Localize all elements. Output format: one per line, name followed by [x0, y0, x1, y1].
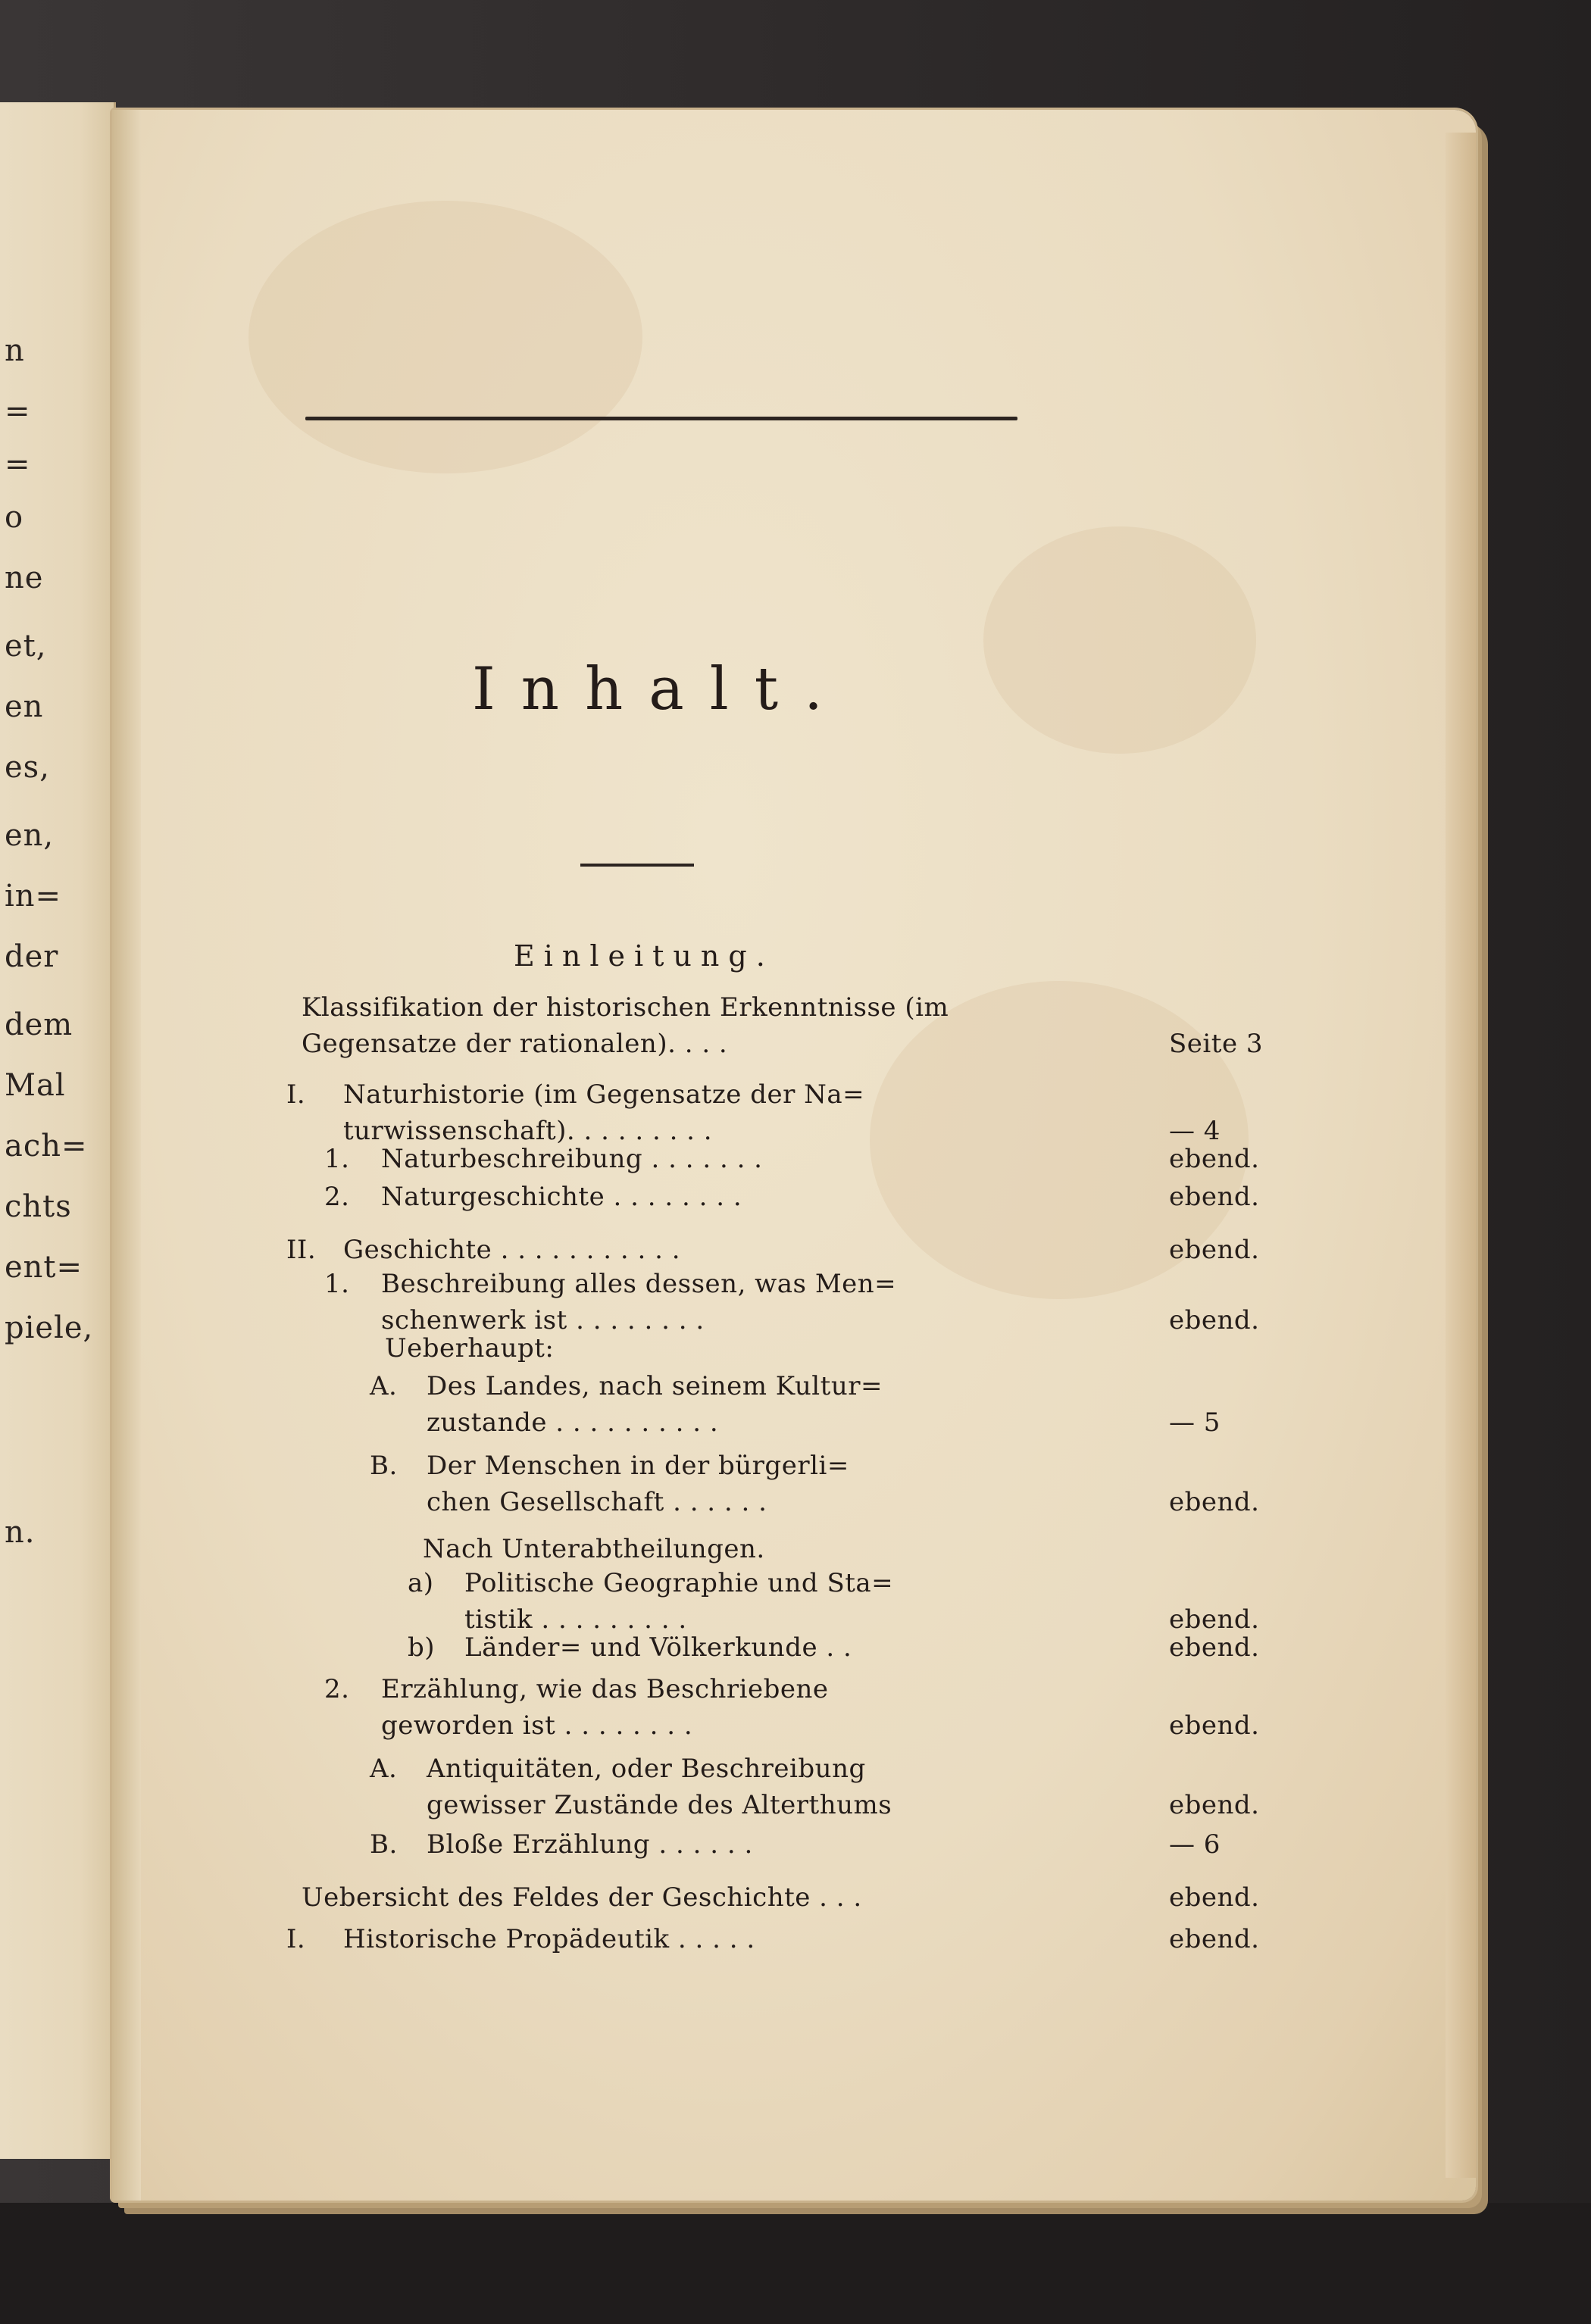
toc-page-reference: ebend. [1169, 1182, 1260, 1212]
toc-entry-text: Naturbeschreibung . . . . . . . [381, 1144, 763, 1174]
page-title: Inhalt. [472, 655, 849, 723]
left-page-text-fragment: en, [5, 818, 55, 853]
left-page-text-fragment: en [5, 689, 44, 724]
toc-entry-label: II. [286, 1235, 317, 1265]
toc-page-reference: Seite 3 [1169, 1029, 1264, 1059]
toc-entry-text: Ueberhaupt: [385, 1333, 555, 1363]
left-page-text-fragment: = [5, 394, 31, 429]
left-page-text-fragment: = [5, 447, 31, 482]
toc-page-reference: ebend. [1169, 1924, 1260, 1954]
toc-page-reference: ebend. [1169, 1487, 1260, 1517]
toc-entry-text: Naturhistorie (im Gegensatze der Na= [343, 1079, 865, 1110]
toc-entry-label: B. [370, 1451, 398, 1481]
toc-entry-label: I. [286, 1079, 306, 1110]
left-page-text-fragment: ent= [5, 1250, 83, 1285]
toc-entry-text: Antiquitäten, oder Beschreibung [427, 1754, 866, 1784]
toc-entry-label: b) [408, 1632, 436, 1663]
toc-entry-label: 1. [324, 1144, 350, 1174]
left-page-text-fragment: o [5, 500, 24, 535]
toc-entry-text: Uebersicht des Feldes der Geschichte . . . [302, 1882, 862, 1913]
left-page-text-fragment: es, [5, 750, 50, 785]
left-page-text-fragment: chts [5, 1189, 72, 1224]
toc-page-reference: ebend. [1169, 1305, 1260, 1335]
toc-page-reference: — 6 [1169, 1829, 1221, 1860]
section-heading: Einleitung. [514, 939, 774, 973]
left-page-text-fragment: der [5, 939, 59, 974]
toc-entry-label: 2. [324, 1674, 350, 1704]
toc-page-reference: — 5 [1169, 1407, 1221, 1438]
toc-page-reference: — 4 [1169, 1116, 1221, 1146]
toc-entry-text: Naturgeschichte . . . . . . . . [381, 1182, 742, 1212]
toc-entry-text: Historische Propädeutik . . . . . [343, 1924, 755, 1954]
left-page-text-fragment: piele, [5, 1310, 94, 1345]
toc-page-reference: ebend. [1169, 1604, 1260, 1635]
toc-entry-text: tistik . . . . . . . . . [464, 1604, 687, 1635]
toc-page-reference: ebend. [1169, 1144, 1260, 1174]
left-page-text-fragment: ach= [5, 1129, 88, 1164]
toc-entry-text: turwissenschaft). . . . . . . . . [343, 1116, 713, 1146]
toc-page-reference: ebend. [1169, 1882, 1260, 1913]
toc-entry-label: A. [370, 1754, 398, 1784]
left-page-text-fragment: Mal [5, 1068, 66, 1103]
cloth-background [0, 2203, 1591, 2324]
toc-entry-text: Beschreibung alles dessen, was Men= [381, 1269, 897, 1299]
toc-entry-text: Gegensatze der rationalen). . . . [302, 1029, 728, 1059]
toc-entry-text: chen Gesellschaft . . . . . . [427, 1487, 767, 1517]
toc-page-reference: ebend. [1169, 1235, 1260, 1265]
toc-entry-text: schenwerk ist . . . . . . . . [381, 1305, 705, 1335]
left-page-text-fragment: in= [5, 879, 62, 914]
left-page-text-fragment: et, [5, 629, 47, 664]
left-page-text-fragment: n [5, 333, 25, 368]
toc-entry-text: zustande . . . . . . . . . . [427, 1407, 719, 1438]
toc-entry-label: 2. [324, 1182, 350, 1212]
toc-page-reference: ebend. [1169, 1710, 1260, 1741]
toc-entry-text: Erzählung, wie das Beschriebene [381, 1674, 829, 1704]
toc-entry-text: geworden ist . . . . . . . . [381, 1710, 693, 1741]
toc-page-reference: ebend. [1169, 1790, 1260, 1820]
toc-entry-label: 1. [324, 1269, 350, 1299]
toc-entry-text: Nach Unterabtheilungen. [423, 1534, 765, 1564]
toc-entry-text: Des Landes, nach seinem Kultur= [427, 1371, 883, 1401]
toc-entry-text: Klassifikation der historischen Erkenntnisse (im [302, 992, 949, 1023]
toc-entry-text: gewisser Zustände des Alterthums [427, 1790, 892, 1820]
toc-entry-text: Bloße Erzählung . . . . . . [427, 1829, 753, 1860]
left-page-text-fragment: n. [5, 1515, 36, 1550]
toc-entry-label: a) [408, 1568, 434, 1598]
left-page-edge [0, 102, 116, 2159]
toc-entry-label: I. [286, 1924, 306, 1954]
toc-entry-text: Länder= und Völkerkunde . . [464, 1632, 852, 1663]
toc-entry-label: A. [370, 1371, 398, 1401]
left-page-text-fragment: dem [5, 1007, 73, 1042]
toc-entry-label: B. [370, 1829, 398, 1860]
left-page-text-fragment: ne [5, 561, 44, 595]
toc-page-reference: ebend. [1169, 1632, 1260, 1663]
right-page [112, 110, 1476, 2201]
table-of-contents [112, 110, 1476, 2201]
toc-entry-text: Der Menschen in der bürgerli= [427, 1451, 849, 1481]
toc-entry-text: Politische Geographie und Sta= [464, 1568, 894, 1598]
toc-entry-text: Geschichte . . . . . . . . . . . [343, 1235, 681, 1265]
title-underline [580, 864, 694, 867]
